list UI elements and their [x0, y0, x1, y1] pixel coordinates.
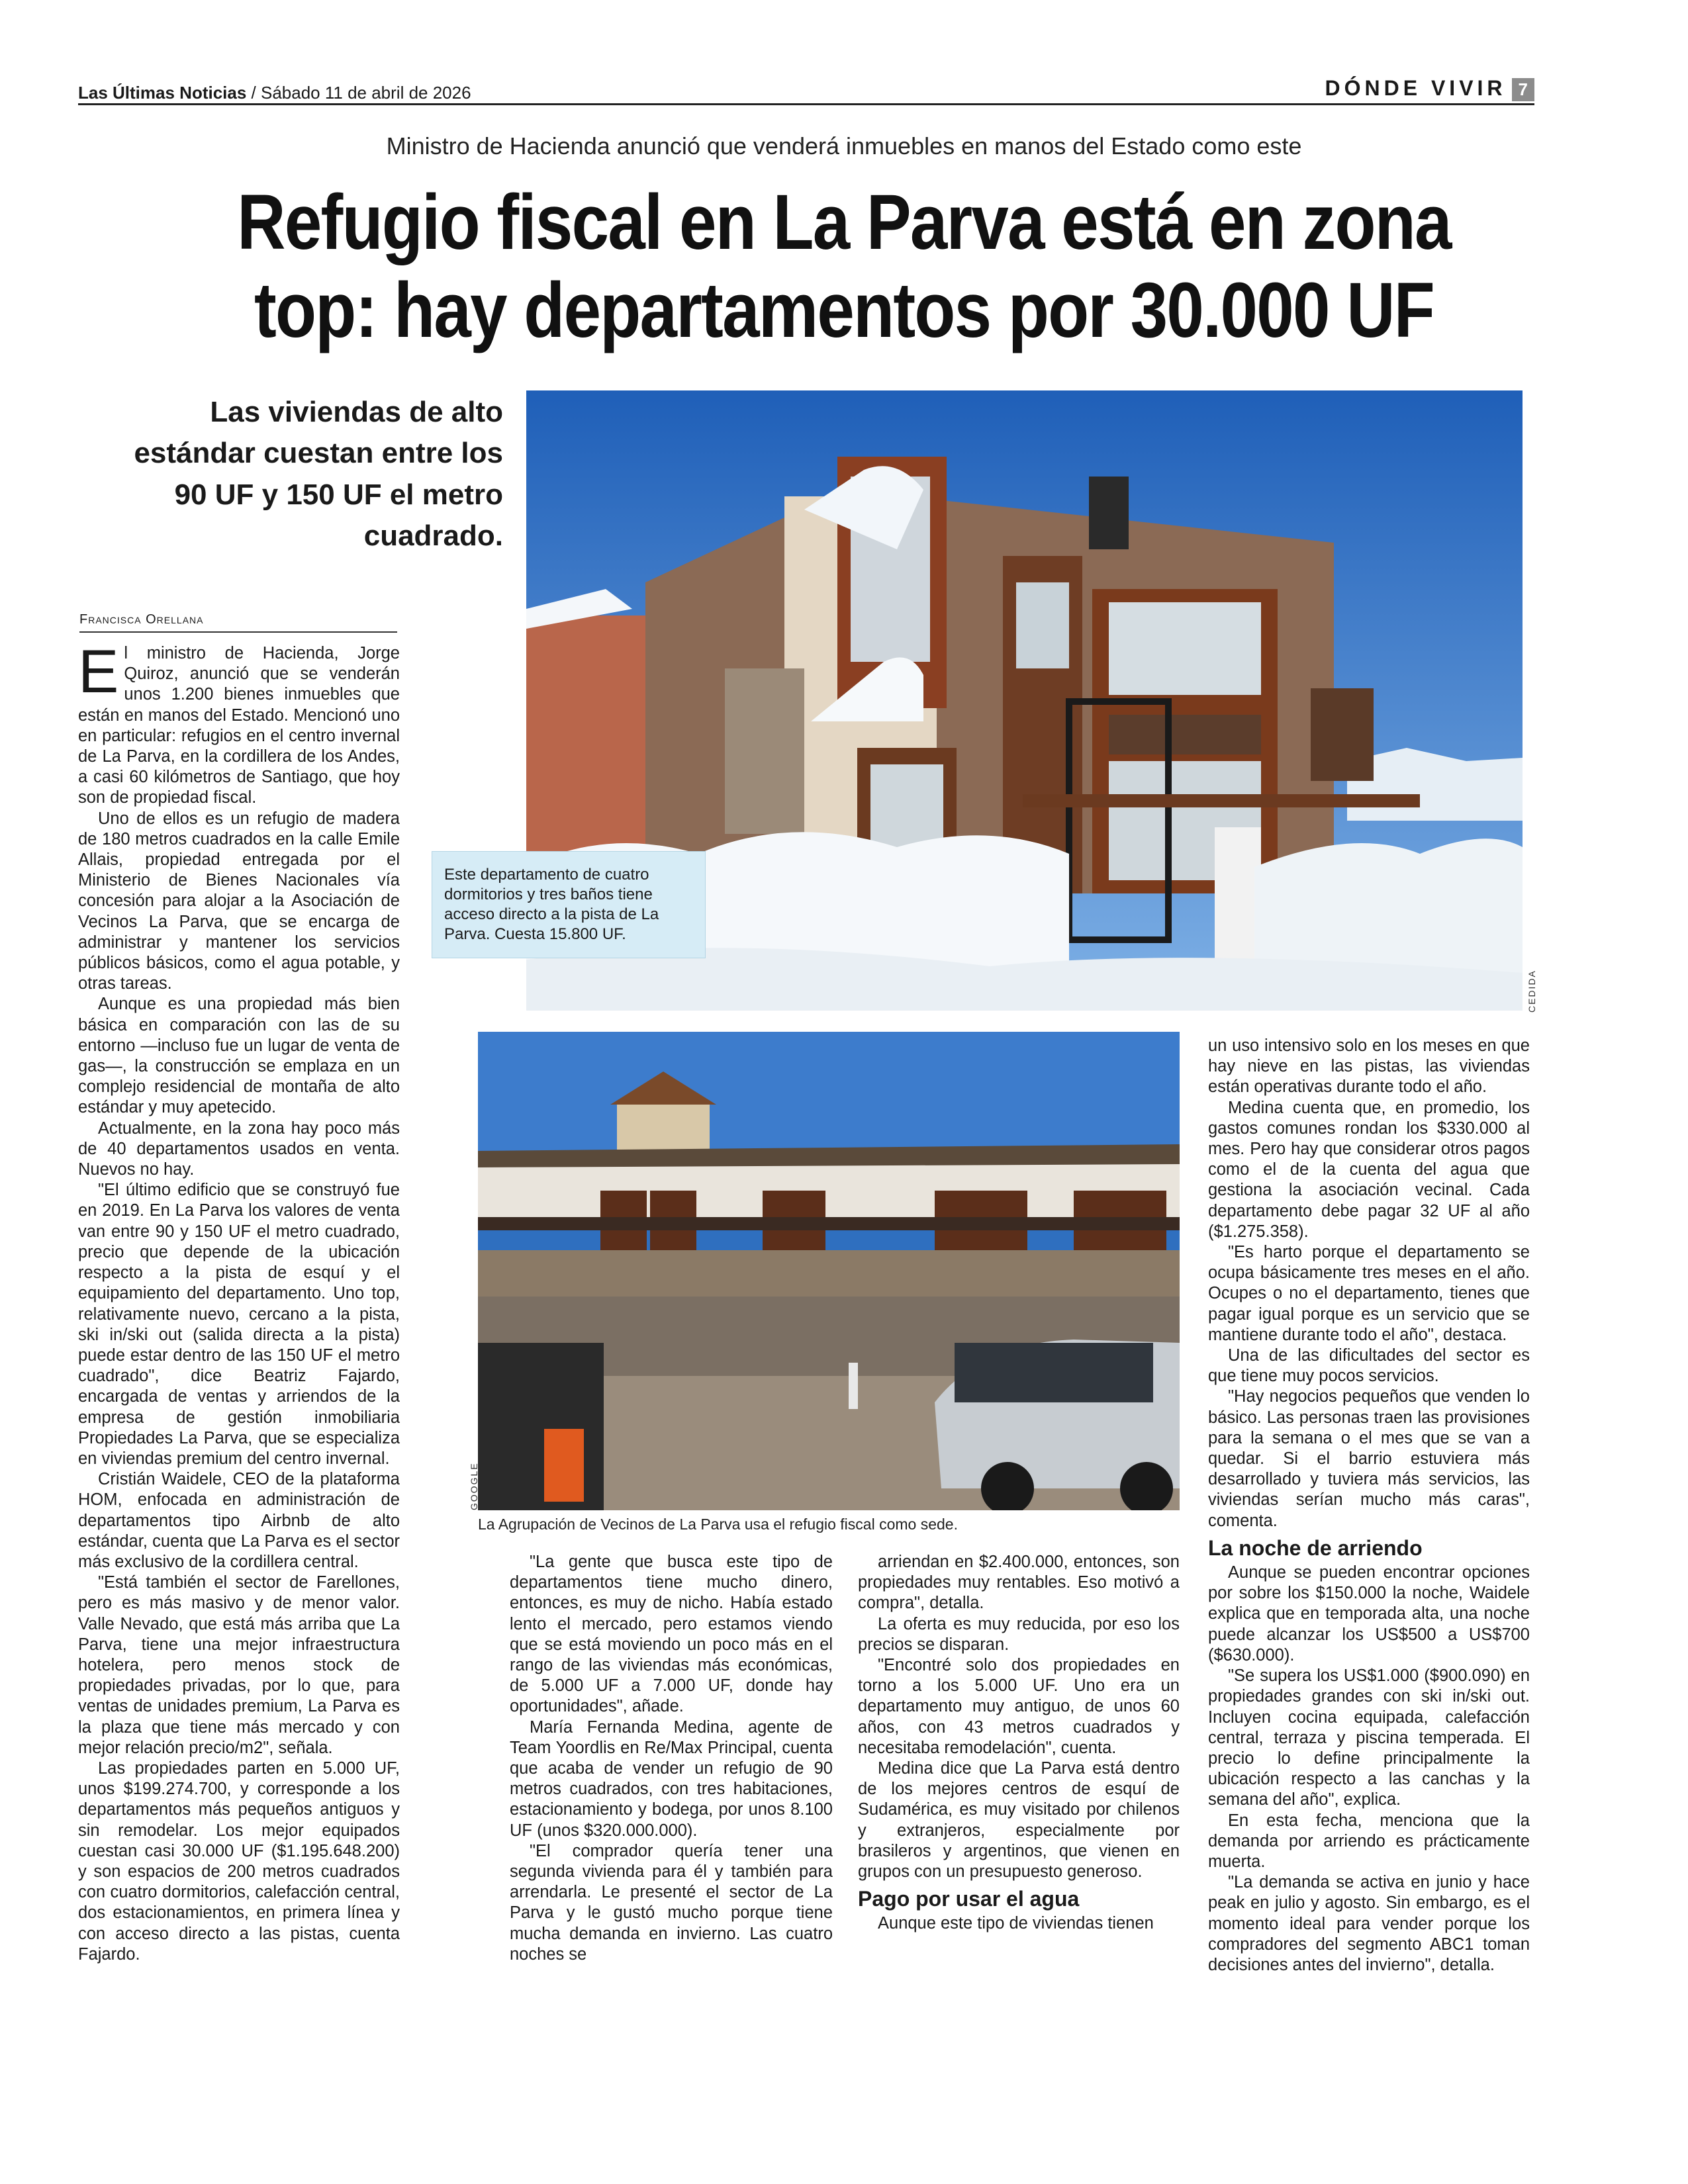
paragraph: En esta fecha, menciona que la demanda por arriendo es prácticamente muerta.: [1208, 1811, 1530, 1871]
paragraph: "Es harto porque el departamento se ocupa básicamente tres meses en el año. Ocupes o no el departamento, tienes que pagar igual porque es un servicio que se mantiene durante todo el año", destaca.: [1208, 1243, 1530, 1344]
paragraph: "Se supera los US$1.000 ($900.090) en propiedades grandes con ski in/ski out. Incluyen cocina equipada, calefacción central, terraza y piscina temperada. El precio lo define principalmente la ubicación respecto a las canchas y la semana del año", explica.: [1208, 1666, 1530, 1809]
paragraph: "La gente que busca este tipo de departamentos tiene mucho dinero, entonces, es muy de nicho. Había estado lento el mercado, pero estamos viendo que se está moviendo un poco más en el rango de las viviendas más económicas, de 5.000 UF a 7.000 UF, donde hay oportunidades", añade.: [510, 1553, 833, 1716]
column-2: [510, 1552, 833, 1965]
column-4: [1208, 1036, 1530, 1976]
page-number: 7: [1512, 78, 1534, 101]
paragraph: Aunque es una propiedad más bien básica en comparación con las de su entorno —incluso fue un lugar de venta de gas—, la construcción se emplaza en un complejo residencial de montaña de alto estándar y muy apetecido.: [78, 995, 400, 1117]
paragraph: "Hay negocios pequeños que venden lo básico. Las personas traen las provisiones para la semana o el mes que se van a quedar. Si el barrio estuviera más desarrollado y tuviera más servicios, las viviendas serían mucho más caras", comenta.: [1208, 1387, 1530, 1530]
paragraph: Una de las dificultades del sector es que tiene muy pocos servicios.: [1208, 1346, 1530, 1386]
headline-line-1: Refugio fiscal en La Parva está en zona: [237, 179, 1451, 266]
section-name: DÓNDE VIVIR: [1325, 76, 1507, 100]
paragraph: Cristián Waidele, CEO de la plataforma HOM, enfocada en administración de departamentos tipo Airbnb de alto estándar, cuenta que La Parva es el sector más exclusivo de la cordillera central.: [78, 1470, 400, 1571]
paragraph: Aunque este tipo de viviendas tienen: [878, 1914, 1154, 1933]
photo-refugio: [478, 1032, 1180, 1510]
paragraph: "El comprador quería tener una segunda vivienda para él y también para arrendarla. Le presenté el sector de La Parva y le gustó mucho porque tiene mucha demanda en invierno. Las cuatro noches se: [510, 1841, 833, 1964]
paragraph: "Encontré solo dos propiedades en torno a los 5.000 UF. Uno era un departamento muy antiguo, de unos 60 años, con 43 metros cuadrados y necesitaba remodelación", cuenta.: [858, 1656, 1180, 1757]
kicker: Ministro de Hacienda anunció que venderá inmuebles en manos del Estado como este: [386, 132, 1302, 159]
paragraph: Medina cuenta que, en promedio, los gastos comunes rondan los $330.000 al mes. Pero hay que considerar otros pagos como el de la cuenta del agua que gestiona la asociación vecinal. Cada departamento debe pagar 32 UF al año ($1.275.358).: [1208, 1098, 1530, 1241]
subheading-arriendo: La noche de arriendo: [1208, 1535, 1423, 1560]
folio: [78, 83, 471, 103]
photo-refugio-credit: GOOGLE: [469, 1462, 479, 1510]
deck: Las viviendas de alto estándar cuestan entre los 90 UF y 150 UF el metro cuadrado.: [134, 396, 503, 553]
photo-chalet-credit: CEDIDA: [1526, 970, 1537, 1013]
headline: [192, 179, 1495, 355]
paragraph: Aunque se pueden encontrar opciones por sobre los $150.000 la noche, Waidele explica que en temporada alta, una noche puede alcanzar los US$500 a US$700 ($630.000).: [1208, 1563, 1530, 1664]
paragraph: Las propiedades parten en 5.000 UF, unos $199.274.700, y corresponde a los departamentos más pequeños antiguos y sin remodelar. Los mejor equipados cuestan casi 30.000 UF ($1.195.648.200) y son espacios de 200 metros cuadrados con cuatro dormitorios, calefacción central, dos estacionamientos, en primera línea y con acceso directo a las pistas, cuenta Fajardo.: [78, 1758, 400, 1964]
header-rule: [78, 103, 1534, 105]
drop-cap: E: [78, 638, 119, 705]
paragraph: Medina dice que La Parva está dentro de los mejores centros de esquí de Sudamérica, es muy visitado por chilenos y extranjeros, especialmente por brasileros y argentinos, que vienen en grupos con un presupuesto generoso.: [858, 1759, 1180, 1882]
paper-name: Las Últimas Noticias: [78, 83, 247, 103]
section-label: [1325, 76, 1535, 101]
refugio-illustration: [478, 1032, 1180, 1510]
paragraph: "La demanda se activa en junio y hace peak en julio y agosto. Sin embargo, es el momento ideal para vender porque los compradores del segmento ABC1 toman decisiones antes del invierno", detalla.: [1208, 1873, 1530, 1974]
paragraph: La oferta es muy reducida, por eso los precios se disparan.: [858, 1614, 1180, 1654]
paragraph: "El último edificio que se construyó fue en 2019. En La Parva los valores de venta van entre 90 y 150 UF el metro cuadrado, precio que depende de la ubicación respecto a la pista de esquí y el equipamiento del departamento. Uno top, relativamente nuevo, cercano a la pista, ski in/ski out (salida directa a la pista) puede estar dentro de las 150 UF el metro cuadrado", dice Beatriz Fajardo, encargada de ventas y arriendos de la empresa de gestión inmobiliaria Propiedades La Parva, que se especializa en viviendas premium del centro invernal.: [78, 1181, 400, 1468]
paragraph: "Está también el sector de Farellones, pero es más masivo y de menor valor. Valle Nevado, que está más arriba que La Parva, tiene una mejor infraestructura hotelera, pero menos stock de propiedades privadas, por lo que, para ventas de unidades premium, La Parva es la plaza que tiene más mercado y con mejor relación precio/m2", señala.: [78, 1573, 400, 1757]
paragraph: El ministro de Hacienda, Jorge Quiroz, anunció que se venderán unos 1.200 bienes inmuebles que están en manos del Estado. Mencionó uno en particular: refugios en el centro invernal de La Parva, en la cordillera de los Andes, a casi 60 kilómetros de Santiago, que hoy son de propiedad fiscal.: [78, 638, 400, 807]
column-3: [858, 1552, 1180, 1934]
paragraph: María Fernanda Medina, agente de Team Yoordlis en Re/Max Principal, cuenta que acaba de vender un refugio de 90 metros cuadrados, con tres habitaciones, estacionamiento y bodega, por unos 8.100 UF (unos $320.000.000).: [510, 1717, 833, 1840]
photo-refugio-caption: La Agrupación de Vecinos de La Parva usa el refugio fiscal como sede.: [478, 1516, 958, 1533]
photo-chalet-caption: Este departamento de cuatro dormitorios y tres baños tiene acceso directo a la pista de La Parva. Cuesta 15.800 UF.: [432, 851, 706, 958]
paragraph: Actualmente, en la zona hay poco más de 40 departamentos usados en venta. Nuevos no hay.: [78, 1118, 400, 1179]
paragraph: un uso intensivo solo en los meses en que hay nieve en las pistas, las viviendas están operativas durante todo el año.: [1208, 1036, 1530, 1097]
headline-line-2: top: hay departamentos por 30.000 UF: [254, 267, 1434, 355]
paragraph: arriendan en $2.400.000, entonces, son propiedades muy rentables. Eso motivó a compra", detalla.: [858, 1553, 1180, 1613]
byline: Francisca Orellana: [79, 612, 397, 633]
issue-date: / Sábado 11 de abril de 2026: [251, 83, 471, 103]
column-1: [78, 638, 400, 1965]
subheading-agua: Pago por usar el agua: [858, 1887, 1080, 1911]
paragraph: Uno de ellos es un refugio de madera de 180 metros cuadrados en la calle Emile Allais, propiedad entregada por el Ministerio de Bienes Nacionales vía concesión para alojar a la Asociación de Vecinos La Parva, que se encarga de administrar y mantener los servicios públicos básicos, como el agua potable, y otras tareas.: [78, 809, 400, 993]
